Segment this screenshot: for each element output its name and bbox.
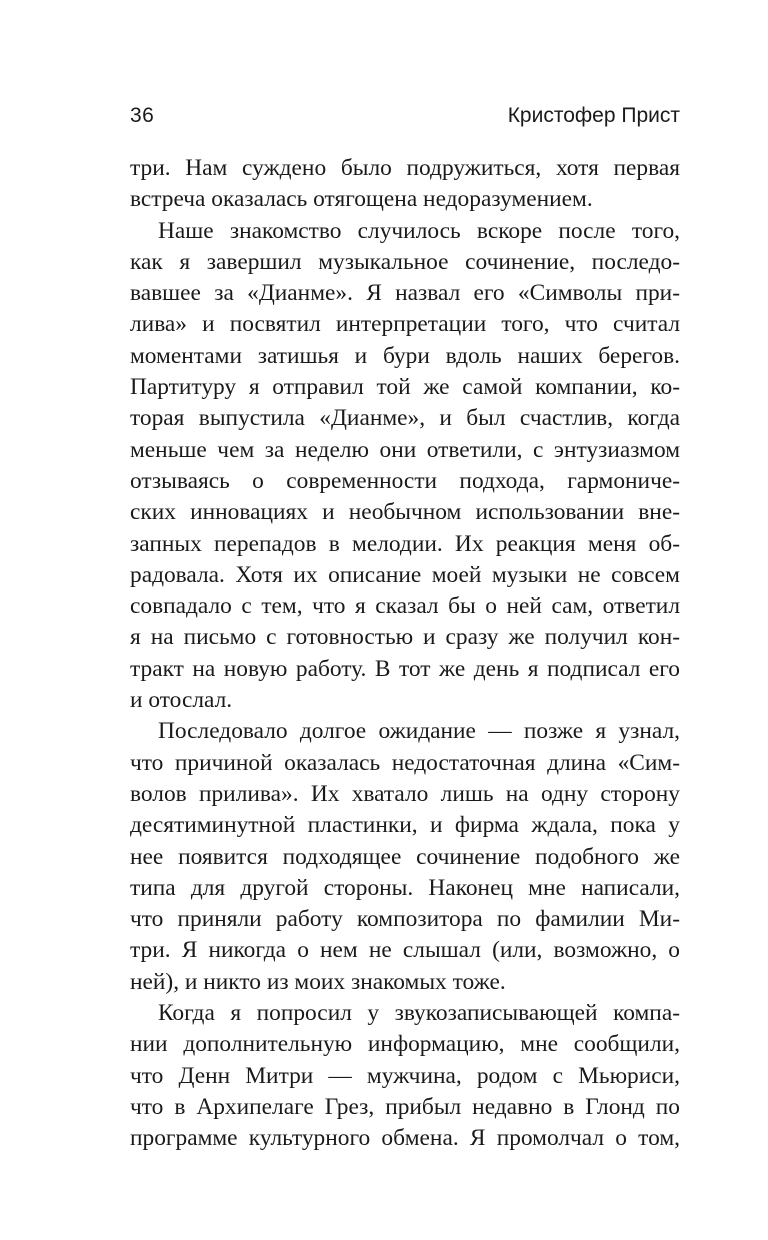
text-line: запных перепадов в мелодии. Их реакция меня об- (130, 530, 680, 557)
text-line: что приняли работу композитора по фамилии Ми- (130, 906, 680, 933)
text-line: тракт на новую работу. В тот же день я подписал его (130, 655, 680, 682)
text-line: три. Нам суждено было подружиться, хотя первая (130, 155, 680, 181)
text-line: встреча оказалась отягощена недоразумением. (130, 186, 593, 213)
text-line: радовала. Хотя их описание моей музыки не совсем (130, 561, 680, 588)
text-line: Наше знакомство случилось вскоре после того, (158, 217, 680, 244)
paragraph (130, 716, 680, 998)
paragraph (130, 153, 680, 216)
paragraph (130, 216, 680, 717)
text-line: три. Я никогда о нем не слышал (или, возможно, о (130, 937, 680, 964)
text-line: Последовало долгое ожидание — позже я узнал, (158, 718, 680, 745)
text-line: ских инновациях и необычном использовании вне- (130, 499, 680, 526)
text-line: нее появится подходящее сочинение подобного же (130, 843, 680, 870)
text-line: вавшее за «Дианме». Я назвал его «Символы при- (130, 280, 680, 307)
text-line: что в Архипелаге Грез, прибыл недавно в Глонд по (130, 1093, 680, 1120)
text-line: волов прилива». Их хватало лишь на одну сторону (130, 780, 680, 807)
paragraph (130, 998, 680, 1154)
text-line: что Денн Митри — мужчина, родом с Мьюриси, (130, 1062, 680, 1089)
text-line: как я завершил музыкальное сочинение, последо- (130, 248, 680, 275)
text-line: десятиминутной пластинки, и фирма ждала, пока у (130, 812, 680, 839)
text-line: нии дополнительную информацию, мне сообщили, (130, 1031, 680, 1058)
page-number: 36 (130, 104, 155, 127)
text-line: моментами затишья и бури вдоль наших берегов. (130, 342, 680, 369)
running-head (130, 98, 680, 134)
text-line: я на письмо с готовностью и сразу же получил кон- (130, 624, 680, 651)
text-line: совпадало с тем, что я сказал бы о ней сам, ответил (130, 593, 680, 620)
text-line: и отослал. (130, 687, 233, 714)
running-title-author: Кристофер Прист (507, 104, 680, 127)
body-text (130, 153, 680, 1155)
text-line: что причиной оказалась недостаточная длина «Сим- (130, 749, 680, 776)
text-line: меньше чем за неделю они ответили, с энтузиазмом (130, 436, 680, 463)
text-line: ней), и никто из моих знакомых тоже. (130, 968, 506, 995)
text-line: типа для другой стороны. Наконец мне написали, (130, 874, 680, 901)
text-line: Партитуру я отправил той же самой компании, ко- (130, 374, 680, 401)
text-line: отзываясь о современности подхода, гармониче- (130, 467, 680, 494)
text-line: Когда я попросил у звукозаписывающей компа- (158, 1000, 680, 1027)
text-line: лива» и посвятил интерпретации того, что считал (130, 311, 680, 338)
text-line: торая выпустила «Дианме», и был счастлив, когда (130, 405, 680, 432)
text-line: программе культурного обмена. Я промолчал о том, (130, 1125, 680, 1152)
